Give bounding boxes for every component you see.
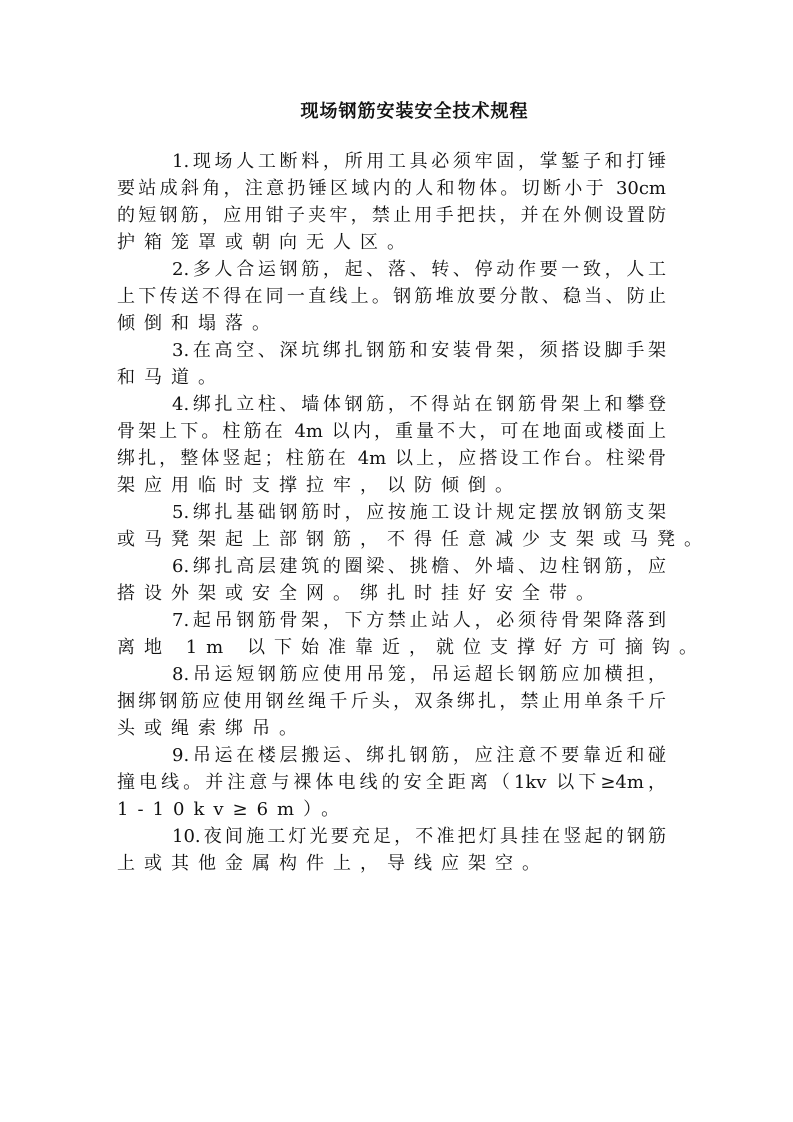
paragraph-line: 绑扎，整体竖起；柱筋在 4m 以上，应搭设工作台。柱梁骨 [117,448,666,469]
paragraph-1 [117,148,666,256]
paragraph-line: 1-10kv≥6m）。 [117,799,349,820]
paragraph-line: 上下传送不得在同一直线上。钢筋堆放要分散、稳当、防止 [117,286,666,307]
paragraph-line: 1.现场人工断料，所用工具必须牢固，掌錾子和打锤 [172,151,666,172]
paragraph-line: 护箱笼罩或朝向无人区。 [117,232,414,253]
paragraph-8 [117,661,666,742]
paragraph-3 [117,337,666,391]
paragraph-line: 的短钢筋，应用钳子夹牢，禁止用手把扶，并在外侧设置防 [117,205,666,226]
document-title: 现场钢筋安装安全技术规程 [300,101,529,122]
paragraph-line: 倾倒和塌落。 [117,313,279,334]
paragraph-line: 9.吊运在楼层搬运、绑扎钢筋，应注意不要靠近和碰 [172,745,666,766]
paragraph-line: 4.绑扎立柱、墙体钢筋，不得站在钢筋骨架上和攀登 [172,394,666,415]
paragraph-line: 或马凳架起上部钢筋，不得任意减少支架或马凳。 [117,529,711,550]
paragraph-line: 和马道。 [117,367,225,388]
paragraph-line: 撞电线。并注意与裸体电线的安全距离（1kv 以下≥4m， [117,772,666,793]
paragraph-10 [117,823,666,877]
paragraph-line: 2.多人合运钢筋，起、落、转、停动作要一致，人工 [172,259,666,280]
paragraph-line: 骨架上下。柱筋在 4m 以内，重量不大，可在地面或楼面上 [117,421,666,442]
paragraph-line: 3.在高空、深坑绑扎钢筋和安装骨架，须搭设脚手架 [172,340,666,361]
paragraph-line: 要站成斜角，注意扔锤区域内的人和物体。切断小于 30cm [117,178,666,199]
paragraph-9 [117,742,666,823]
paragraph-line: 6.绑扎高层建筑的圈梁、挑檐、外墙、边柱钢筋，应 [172,556,666,577]
paragraph-line: 8.吊运短钢筋应使用吊笼，吊运超长钢筋应加横担， [172,664,666,685]
paragraph-line: 5.绑扎基础钢筋时，应按施工设计规定摆放钢筋支架 [172,502,666,523]
paragraph-2 [117,256,666,337]
document-body [117,148,711,877]
paragraph-line: 10.夜间施工灯光要充足，不准把灯具挂在竖起的钢筋 [172,826,666,847]
paragraph-6 [117,553,666,607]
paragraph-line: 头或绳索绑吊。 [117,718,306,739]
paragraph-line: 捆绑钢筋应使用钢丝绳千斤头，双条绑扎，禁止用单条千斤 [117,691,666,712]
paragraph-line: 7.起吊钢筋骨架，下方禁止站人，必须待骨架降落到 [172,610,666,631]
paragraph-5 [117,499,711,553]
paragraph-line: 架应用临时支撑拉牢，以防倾倒。 [117,475,522,496]
paragraph-7 [117,607,706,661]
paragraph-line: 搭设外架或安全网。绑扎时挂好安全带。 [117,583,603,604]
paragraph-line: 上或其他金属构件上，导线应架空。 [117,853,549,874]
paragraph-line: 离地 1m 以下始准靠近，就位支撑好方可摘钩。 [117,637,706,658]
paragraph-4 [117,391,666,499]
